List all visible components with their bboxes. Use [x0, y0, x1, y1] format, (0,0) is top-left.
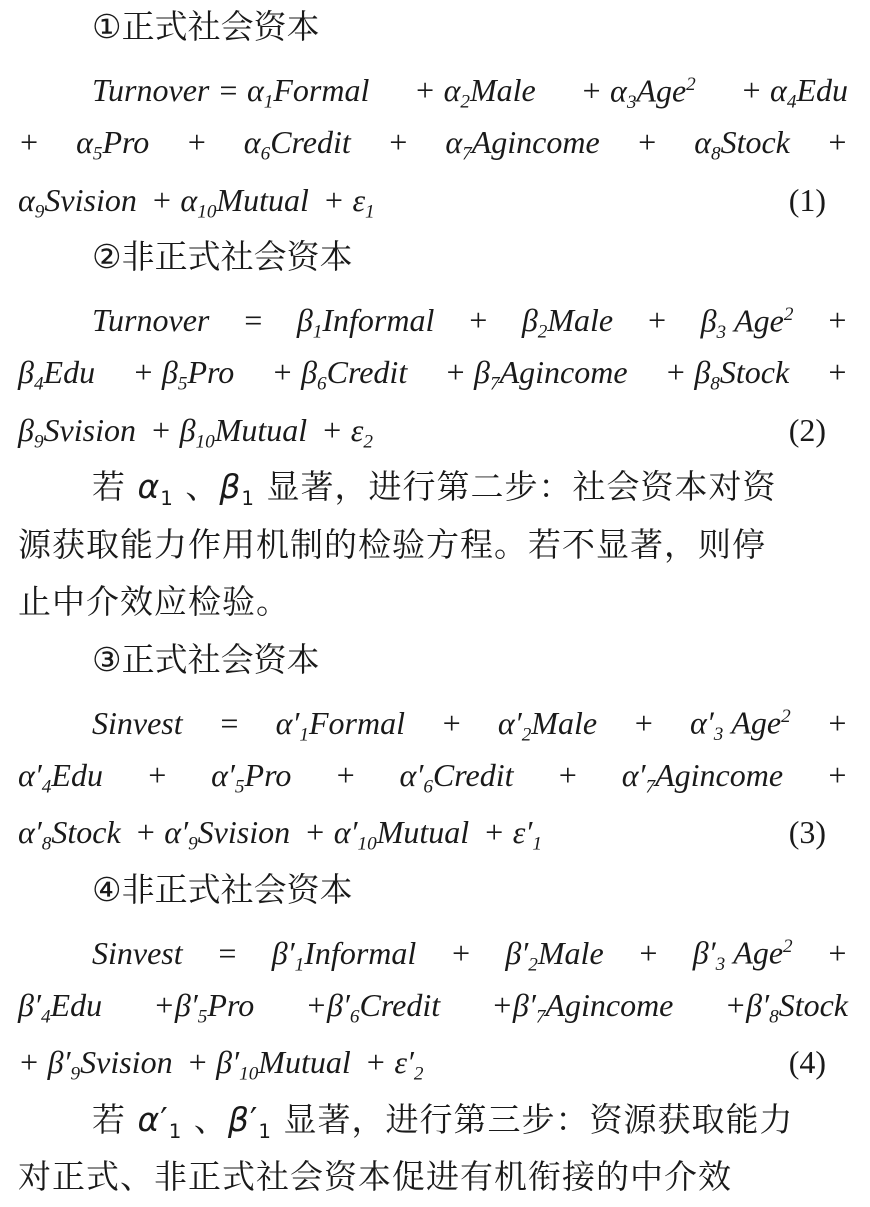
equation-number: (2) — [788, 411, 826, 448]
section-heading: ③正式社会资本 — [92, 639, 320, 679]
equation-line: $\alpha'_4Edu$ + $\alpha'_5Pro$ + $\alpha'_6Credit$ + $\alpha'_7Agincome$ + — [18, 756, 848, 798]
equation-number: (3) — [788, 814, 826, 850]
body-text-line: 若 $\alpha'_1$ 、$\beta'_1$ 显著，进行第三步：资源获取能力 — [92, 1099, 794, 1143]
equation-line: Sinvest = $\beta'_1Informal$ + $\beta'_2Male$ + $\beta'_3$ Age$^2$ + — [92, 934, 848, 976]
body-text-line: 源获取能力作用机制的检验方程。若不显著，则停 — [18, 524, 766, 564]
body-text-line: 对正式、非正式社会资本促进有机衔接的中介效 — [18, 1157, 732, 1196]
equation-line: Turnover = $\beta_1Informal$ + $\beta_2Male$ + $\beta_3$ Age$^2$ + — [92, 302, 848, 343]
section-heading: ④非正式社会资本 — [92, 869, 353, 909]
equation-line: $\alpha_9Svision$ + $\alpha_{10}Mutual$ + $\varepsilon_1$ (1) — [18, 175, 848, 225]
equation-line: Sinvest = $\alpha'_1Formal$ + $\alpha'_2Male$ + $\alpha'_3$ Age$^2$ + — [92, 704, 848, 746]
equation-line: $\beta'_4Edu$ $+\beta'_5Pro$ $+\beta'_6Credit$ $+\beta'_7Agincome$ $+\beta'_8Stock$ — [18, 986, 848, 1028]
equation-line: + $\beta'_9Svision$ + $\beta'_{10}Mutual$ + $\varepsilon'_2$ (4) — [18, 1037, 848, 1087]
equation-line: Turnover = $\alpha_1Formal$ + $\alpha_2Male$ + $\alpha_3Age^2$ + $\alpha_4Edu$ — [92, 72, 848, 113]
equation-number: (4) — [788, 1044, 826, 1080]
equation-number: (1) — [788, 181, 826, 218]
equation-line: + $\alpha_5Pro$ + $\alpha_6Credit$ + $\alpha_7Agincome$ + $\alpha_8Stock$ + — [18, 124, 848, 165]
equation-line: $\alpha'_8Stock$ + $\alpha'_9Svision$ + $\alpha'_{10}Mutual$ + $\varepsilon'_1$ (3) — [18, 807, 848, 857]
section-heading: ②非正式社会资本 — [92, 237, 353, 276]
equation-line: $\beta_4Edu$ + $\beta_5Pro$ + $\beta_6Credit$ + $\beta_7Agincome$ + $\beta_8Stock$ + — [18, 354, 848, 395]
body-text-line: 若 $\alpha_1$ 、$\beta_1$ 显著，进行第二步：社会资本对资 — [92, 467, 777, 510]
section-heading: ①正式社会资本 — [92, 7, 320, 46]
body-text-line: 止中介效应检验。 — [18, 582, 290, 621]
equation-line: $\beta_9Svision$ + $\beta_{10}Mutual$ + $\varepsilon_2$ (2) — [18, 405, 848, 455]
